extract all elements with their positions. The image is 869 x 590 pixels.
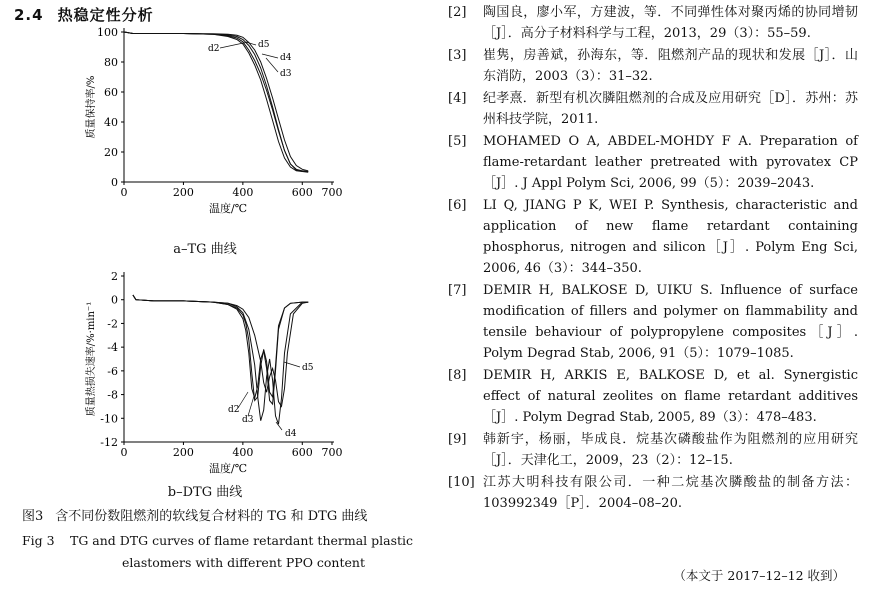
reference-number: [6]	[448, 198, 467, 213]
series-label-d3: d3	[242, 415, 254, 425]
x-tick-label: 200	[172, 186, 194, 199]
x-tick-label: 600	[291, 446, 313, 459]
reference-text: DEMIR H, BALKOSE D, UIKU S. Influence of surface modification of fillers and polymer on flammability and tensile behaviour of polypropylene composites［J］. Polym Degrad Stab, 2006, 91（5）：1079–1085.	[483, 283, 858, 361]
y-tick-label: -2	[107, 317, 118, 331]
y-axis-label: 质量热损失速率/%·min⁻¹	[86, 301, 97, 417]
reference-number: [8]	[448, 368, 467, 383]
reference-number: [9]	[448, 432, 467, 447]
y-tick-label: -10	[100, 412, 118, 426]
series-label-d3: d3	[280, 69, 292, 79]
figure-label-cn: 图3	[22, 509, 44, 524]
series-label-d5: d5	[302, 363, 314, 373]
reference-number: [10]	[448, 475, 475, 490]
reference-text: DEMIR H, ARKIS E, BALKOSE D, et al. Synergistic effect of natural zeolites on flame retardant additives［J］. Polym Degrad Stab, 2005, 89（3）：478–483.	[483, 368, 858, 425]
reference-item	[448, 45, 858, 87]
reference-item	[448, 472, 858, 514]
y-tick-label: 0	[111, 176, 118, 189]
section-number: 2.4	[14, 6, 44, 24]
x-tick-label: 200	[172, 446, 194, 459]
series-label-d2: d2	[228, 405, 240, 415]
tg-chart	[70, 20, 370, 235]
y-axis-label: 质量保持率/%	[86, 75, 97, 139]
tg-subcaption: a–TG 曲线	[173, 242, 237, 257]
y-tick-label: -12	[100, 436, 118, 449]
reference-item	[448, 2, 858, 44]
x-tick-label: 400	[232, 186, 254, 199]
reference-list	[448, 2, 858, 515]
x-tick-label: 700	[321, 446, 343, 459]
figure-caption-cn	[22, 505, 379, 524]
reference-item	[448, 365, 858, 428]
y-tick-label: 60	[104, 86, 118, 99]
y-tick-label: 2	[111, 270, 118, 283]
y-tick-label: -4	[107, 341, 118, 355]
reference-item	[448, 429, 858, 471]
figure-caption-en	[22, 530, 422, 574]
series-label-d5: d5	[258, 40, 270, 50]
figure-title-cn: 含不同份数阻燃剂的软线复合材料的 TG 和 DTG 曲线	[55, 509, 368, 524]
reference-text: 崔隽，房善斌，孙海东，等．阻燃剂产品的现状和发展［J］．山东消防，2003（3）：31–32.	[483, 48, 858, 84]
y-tick-label: 40	[104, 116, 118, 129]
reference-item	[448, 280, 858, 364]
x-axis-label: 温度/℃	[208, 462, 248, 475]
reference-number: [2]	[448, 5, 467, 20]
y-tick-label: 20	[104, 146, 118, 159]
reference-text: MOHAMED O A, ABDEL-MOHDY F A. Preparation of flame-retardant leather pretreated with pyrovatex CP［J］. J Appl Polym Sci, 2006, 99（5）：2039–2043.	[483, 134, 858, 191]
x-tick-label: 0	[120, 446, 128, 459]
series-leader-d3	[248, 396, 254, 416]
section-title: 热稳定性分析	[57, 6, 154, 24]
series-leader-d2	[238, 392, 248, 408]
reference-text: 江苏大明科技有限公司．一种二烷基次膦酸盐的制备方法：103992349［P］．2004–08–20.	[483, 475, 858, 511]
y-tick-label: 80	[104, 56, 118, 69]
series-label-d4: d4	[280, 53, 292, 63]
reference-number: [7]	[448, 283, 467, 298]
y-tick-label: 0	[111, 293, 118, 307]
reference-text: 韩新宇，杨丽，毕成良．烷基次磷酸盐作为阻燃剂的应用研究［J］．天津化工，2009，23（2）：12–15.	[483, 432, 858, 468]
reference-number: [4]	[448, 91, 467, 106]
y-tick-label: -8	[107, 388, 118, 402]
dtg-chart	[70, 262, 370, 480]
figure-label-en: Fig 3	[22, 533, 55, 548]
reference-item	[448, 88, 858, 130]
x-tick-label: 0	[120, 186, 128, 199]
received-date: （本文于 2017–12–12 收到）	[673, 568, 845, 583]
series-label-d4: d4	[285, 429, 297, 439]
x-tick-label: 600	[291, 186, 313, 199]
y-tick-label: -6	[107, 364, 118, 378]
reference-text: 陶国良，廖小军，方建波，等．不同弹性体对聚丙烯的协同增韧［J］．高分子材料科学与工程，2013，29（3）：55–59.	[483, 5, 858, 41]
x-tick-label: 700	[321, 186, 343, 199]
reference-text: LI Q, JIANG P K, WEI P. Synthesis, characteristic and application of new flame retardant containing phosphorus, nitrogen and silicon［J］. Polym Eng Sci, 2006, 46（3）：344–350.	[483, 198, 858, 276]
series-label-d2: d2	[208, 44, 220, 54]
reference-number: [3]	[448, 48, 467, 63]
x-tick-label: 400	[232, 446, 254, 459]
reference-number: [5]	[448, 134, 467, 149]
figure-title-en-2: elastomers with different PPO content	[122, 555, 365, 570]
reference-item	[448, 131, 858, 194]
x-axis-label: 温度/℃	[208, 202, 248, 215]
series-leader-d4	[262, 54, 278, 58]
series-leader-d3	[266, 58, 278, 72]
reference-text: 纪孝熹．新型有机次膦阻燃剂的合成及应用研究［D］．苏州：苏州科技学院，2011.	[483, 91, 858, 127]
figure-title-en-1: TG and DTG curves of flame retardant thermal plastic	[70, 533, 414, 548]
dtg-subcaption: b–DTG 曲线	[167, 485, 243, 500]
y-tick-label: 100	[97, 26, 118, 39]
reference-item	[448, 195, 858, 279]
